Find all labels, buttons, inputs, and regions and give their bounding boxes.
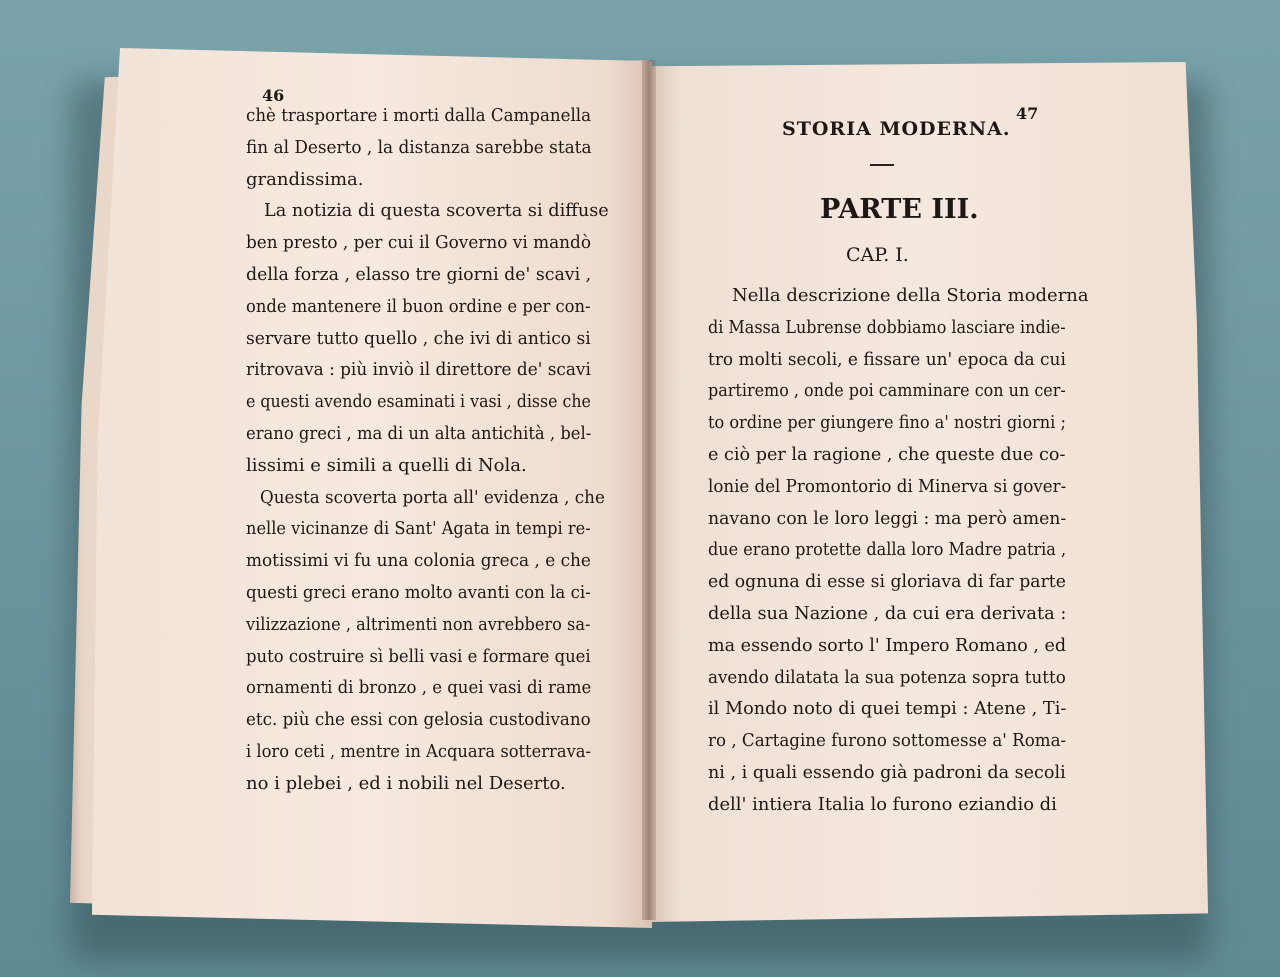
text-line: ma essendo sorto l' Impero Romano , ed: [708, 634, 1067, 656]
text-line: dell' intiera Italia lo furono eziandio di: [708, 793, 1057, 815]
book-gutter: [642, 60, 656, 920]
text-line: partiremo , onde poi camminare con un cer-: [708, 380, 1066, 402]
text-line: servare tutto quello , che ivi di antico si: [246, 327, 591, 349]
text-line: ornamenti di bronzo , e quei vasi di rame: [246, 677, 592, 699]
text-line: to ordine per giungere fino a' nostri giorni ;: [708, 412, 1066, 434]
text-line: motissimi vi fu una colonia greca , e che: [246, 550, 591, 572]
text-line: ro , Cartagine furono sottomesse a' Roma-: [708, 730, 1067, 752]
text-line: di Massa Lubrense dobbiamo lasciare indie-: [708, 316, 1066, 338]
text-line: vilizzazione , altrimenti non avrebbero sa-: [246, 613, 591, 635]
right-page-text: [708, 280, 1089, 821]
text-line: della sua Nazione , da cui era derivata :: [708, 602, 1067, 624]
text-line: ben presto , per cui il Governo vi mandò: [246, 232, 592, 254]
text-line: tro molti secoli, e fissare un' epoca da cui: [708, 348, 1066, 370]
text-line: navano con le loro leggi : ma però amen-: [708, 507, 1067, 529]
text-line: grandissima.: [246, 168, 364, 190]
text-line: lonie del Promontorio di Minerva si gover-: [708, 475, 1067, 497]
text-line: avendo dilatata la sua potenza sopra tutto: [708, 666, 1066, 688]
right-page-number: 47: [1016, 104, 1039, 123]
text-line: puto costruire sì belli vasi e formare quei: [246, 645, 591, 667]
text-line: Nella descrizione della Storia moderna: [732, 285, 1089, 306]
left-page-number: 46: [262, 86, 285, 105]
text-line: etc. più che essi con gelosia custodivano: [246, 709, 591, 731]
left-page-text: [246, 100, 609, 800]
text-line: questi greci erano molto avanti con la ci-: [246, 581, 591, 603]
text-line: fin al Deserto , la distanza sarebbe stata: [246, 136, 592, 158]
text-line: il Mondo noto di quei tempi : Atene , Ti-: [708, 698, 1067, 720]
text-line: ritrovava : più inviò il direttore de' scavi: [246, 359, 591, 381]
text-line: e questi avendo esaminati i vasi , disse che: [246, 391, 591, 413]
text-line: La notizia di questa scoverta si diffuse: [264, 200, 609, 222]
text-line: Questa scoverta porta all' evidenza , che: [260, 486, 605, 508]
text-line: chè trasportare i morti dalla Campanella: [246, 105, 592, 126]
text-line: no i plebei , ed i nobili nel Deserto.: [246, 772, 566, 794]
text-line: della forza , elasso tre giorni de' scavi ,: [246, 263, 592, 285]
text-line: onde mantenere il buon ordine e per con-: [246, 295, 591, 317]
title-rule: [870, 164, 894, 166]
chapter-title: CAP. I.: [846, 244, 909, 266]
running-title: STORIA MODERNA.: [782, 118, 1011, 140]
text-line: due erano protette dalla loro Madre patria ,: [708, 539, 1067, 561]
text-line: erano greci , ma di un alta antichità , bel-: [246, 422, 592, 444]
text-line: nelle vicinanze di Sant' Agata in tempi re-: [246, 518, 591, 540]
part-title: PARTE III.: [820, 194, 979, 225]
text-line: i loro ceti , mentre in Acquara sotterrava-: [246, 740, 592, 762]
text-line: ni , i quali essendo già padroni da secoli: [708, 761, 1066, 783]
text-line: lissimi e simili a quelli di Nola.: [246, 454, 527, 476]
text-line: e ciò per la ragione , che queste due co-: [708, 443, 1066, 465]
text-line: ed ognuna di esse si gloriava di far parte: [708, 571, 1066, 593]
